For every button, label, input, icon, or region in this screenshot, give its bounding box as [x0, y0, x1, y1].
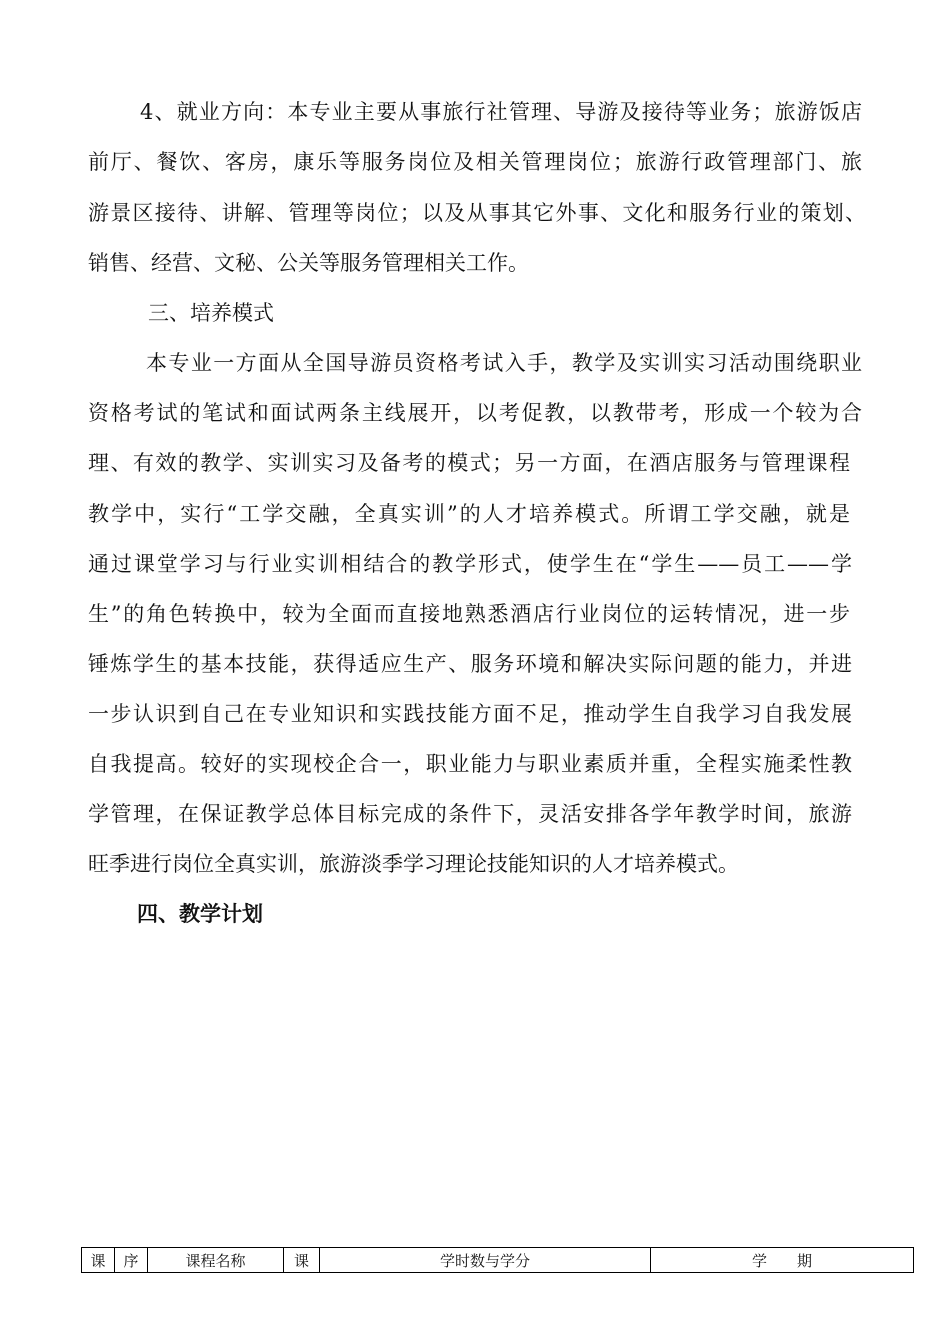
paragraph-line: 理、有效的教学、实训实习及备考的模式；另一方面，在酒店服务与管理课程: [88, 451, 850, 475]
header-cell-course-type: 课: [82, 1248, 115, 1273]
paragraph-line: 旺季进行岗位全真实训，旅游淡季学习理论技能知识的人才培养模式。: [88, 852, 739, 876]
header-cell-sequence: 序: [115, 1248, 148, 1273]
paragraph-line: 游景区接待、讲解、管理等岗位；以及从事其它外事、文化和服务行业的策划、: [88, 201, 866, 225]
header-cell-course-name: 课程名称: [148, 1248, 284, 1273]
paragraph-line: 本专业一方面从全国导游员资格考试入手，教学及实训实习活动围绕职业: [146, 351, 862, 375]
paragraph-line: 一步认识到自己在专业知识和实践技能方面不足，推动学生自我学习自我发展: [88, 702, 852, 726]
paragraph-line: 学管理，在保证教学总体目标完成的条件下，灵活安排各学年教学时间，旅游: [88, 802, 852, 826]
paragraph-line: 教学中，实行“工学交融，全真实训”的人才培养模式。所谓工学交融，就是: [88, 502, 850, 526]
teaching-plan-table: [81, 1247, 914, 1273]
paragraph-line: 销售、经营、文秘、公关等服务管理相关工作。: [88, 251, 529, 275]
section-heading-teaching-plan: 四、教学计划: [137, 901, 263, 926]
header-cell-semester: 学 期: [651, 1248, 914, 1273]
table-header-row: [82, 1248, 914, 1273]
paragraph-line: 锤炼学生的基本技能，获得适应生产、服务环境和解决实际问题的能力，并进: [88, 652, 852, 676]
paragraph-line: 4、就业方向：本专业主要从事旅行社管理、导游及接待等业务；旅游饭店: [140, 100, 862, 124]
paragraph-line: 通过课堂学习与行业实训相结合的教学形式，使学生在“学生——员工——学: [88, 552, 852, 576]
paragraph-line: 前厅、餐饮、客房，康乐等服务岗位及相关管理岗位；旅游行政管理部门、旅: [88, 150, 862, 174]
header-cell-hours-credits: 学时数与学分: [320, 1248, 651, 1273]
paragraph-line: 自我提高。较好的实现校企合一，职业能力与职业素质并重，全程实施柔性教: [88, 752, 852, 776]
section-heading-training: 三、培养模式: [148, 301, 274, 325]
paragraph-line: 资格考试的笔试和面试两条主线展开，以考促教，以教带考，形成一个较为合: [88, 401, 862, 425]
header-cell-course: 课: [284, 1248, 320, 1273]
paragraph-line: 生”的角色转换中，较为全面而直接地熟悉酒店行业岗位的运转情况，进一步: [88, 602, 850, 626]
